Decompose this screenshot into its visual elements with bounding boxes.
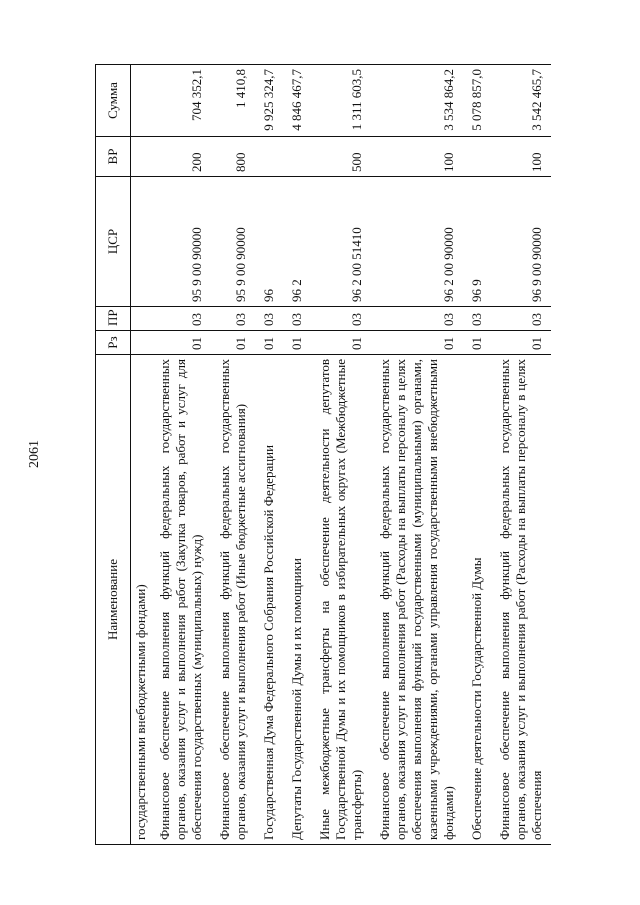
row-rz: 01 <box>151 331 211 355</box>
page-number: 2061 <box>27 440 42 468</box>
row-name: государственными внебюджетными фондами) <box>131 355 152 845</box>
header-pr: ПР <box>96 307 131 331</box>
row-vr <box>283 137 311 177</box>
row-name: Финансовое обеспечение выполнения функций федеральных государственных органов, оказания услуг и выполнения работ (Расходы на выплаты персоналу в целях обеспечения выполнения функций государственными (муниципальными) органами, казенными учреждениями, органами управления государственными внебюджетными фондами) <box>371 355 463 845</box>
row-pr <box>131 307 152 331</box>
row-name: Иные межбюджетные трансферты на обеспечение деятельности депутатов Государственной Думы и их помощников в избирательных округах (Межбюджетные трансферты) <box>311 355 371 845</box>
table-row <box>151 65 211 845</box>
page-number-wrapper <box>27 428 47 468</box>
row-vr: 500 <box>311 137 371 177</box>
row-sum: 1 410,8 <box>211 65 255 137</box>
row-vr <box>131 137 152 177</box>
row-csr <box>131 177 152 307</box>
row-csr: 96 2 00 51410 <box>311 177 371 307</box>
table-row <box>371 65 463 845</box>
table-row <box>283 65 311 845</box>
row-rz: 01 <box>283 331 311 355</box>
row-pr: 03 <box>283 307 311 331</box>
row-vr: 100 <box>371 137 463 177</box>
row-rz: 01 <box>371 331 463 355</box>
header-vr: ВР <box>96 137 131 177</box>
row-pr: 03 <box>255 307 283 331</box>
row-name: Государственная Дума Федерального Собрания Российской Федерации <box>255 355 283 845</box>
table-row <box>131 65 152 845</box>
row-rz: 01 <box>491 331 551 355</box>
row-name: Депутаты Государственной Думы и их помощники <box>283 355 311 845</box>
row-csr: 95 9 00 90000 <box>211 177 255 307</box>
table-header-row <box>96 65 131 845</box>
row-pr: 03 <box>491 307 551 331</box>
row-csr: 95 9 00 90000 <box>151 177 211 307</box>
table-row <box>255 65 283 845</box>
row-vr <box>255 137 283 177</box>
header-sum: Сумма <box>96 65 131 137</box>
row-name: Финансовое обеспечение выполнения функций федеральных государственных органов, оказания услуг и выполнения работ (Расходы на выплаты персоналу в целях обеспечения <box>491 355 551 845</box>
row-pr: 03 <box>311 307 371 331</box>
row-rz <box>131 331 152 355</box>
row-sum: 5 078 857,0 <box>463 65 491 137</box>
row-rz: 01 <box>211 331 255 355</box>
row-pr: 03 <box>151 307 211 331</box>
row-sum: 1 311 603,5 <box>311 65 371 137</box>
header-name: Наименование <box>96 355 131 845</box>
row-pr: 03 <box>463 307 491 331</box>
row-sum: 4 846 467,7 <box>283 65 311 137</box>
row-csr: 96 2 <box>283 177 311 307</box>
row-sum: 3 534 864,2 <box>371 65 463 137</box>
row-name: Финансовое обеспечение выполнения функций федеральных государственных органов, оказания услуг и выполнения работ (Закупка товаров, работ и услуг для обеспечения государственных (муниципальных) нужд) <box>151 355 211 845</box>
row-csr: 96 <box>255 177 283 307</box>
row-rz: 01 <box>463 331 491 355</box>
row-name: Финансовое обеспечение выполнения функций федеральных государственных органов, оказания услуг и выполнения работ (Иные бюджетные ассигнования) <box>211 355 255 845</box>
row-rz: 01 <box>311 331 371 355</box>
table-row <box>491 65 551 845</box>
row-vr: 800 <box>211 137 255 177</box>
row-vr <box>463 137 491 177</box>
row-rz: 01 <box>255 331 283 355</box>
row-sum <box>131 65 152 137</box>
row-vr: 100 <box>491 137 551 177</box>
row-sum: 704 352,1 <box>151 65 211 137</box>
row-name: Обеспечение деятельности Государственной Думы <box>463 355 491 845</box>
row-csr: 96 2 00 90000 <box>371 177 463 307</box>
header-rz: Рз <box>96 331 131 355</box>
row-sum: 3 542 465,7 <box>491 65 551 137</box>
row-csr: 96 9 <box>463 177 491 307</box>
budget-table-rotated <box>95 65 615 845</box>
row-csr: 96 9 00 90000 <box>491 177 551 307</box>
row-sum: 9 925 324,7 <box>255 65 283 137</box>
table-row <box>211 65 255 845</box>
table-row <box>463 65 491 845</box>
header-csr: ЦСР <box>96 177 131 307</box>
row-vr: 200 <box>151 137 211 177</box>
row-pr: 03 <box>371 307 463 331</box>
budget-table <box>95 64 551 845</box>
table-row <box>311 65 371 845</box>
row-pr: 03 <box>211 307 255 331</box>
